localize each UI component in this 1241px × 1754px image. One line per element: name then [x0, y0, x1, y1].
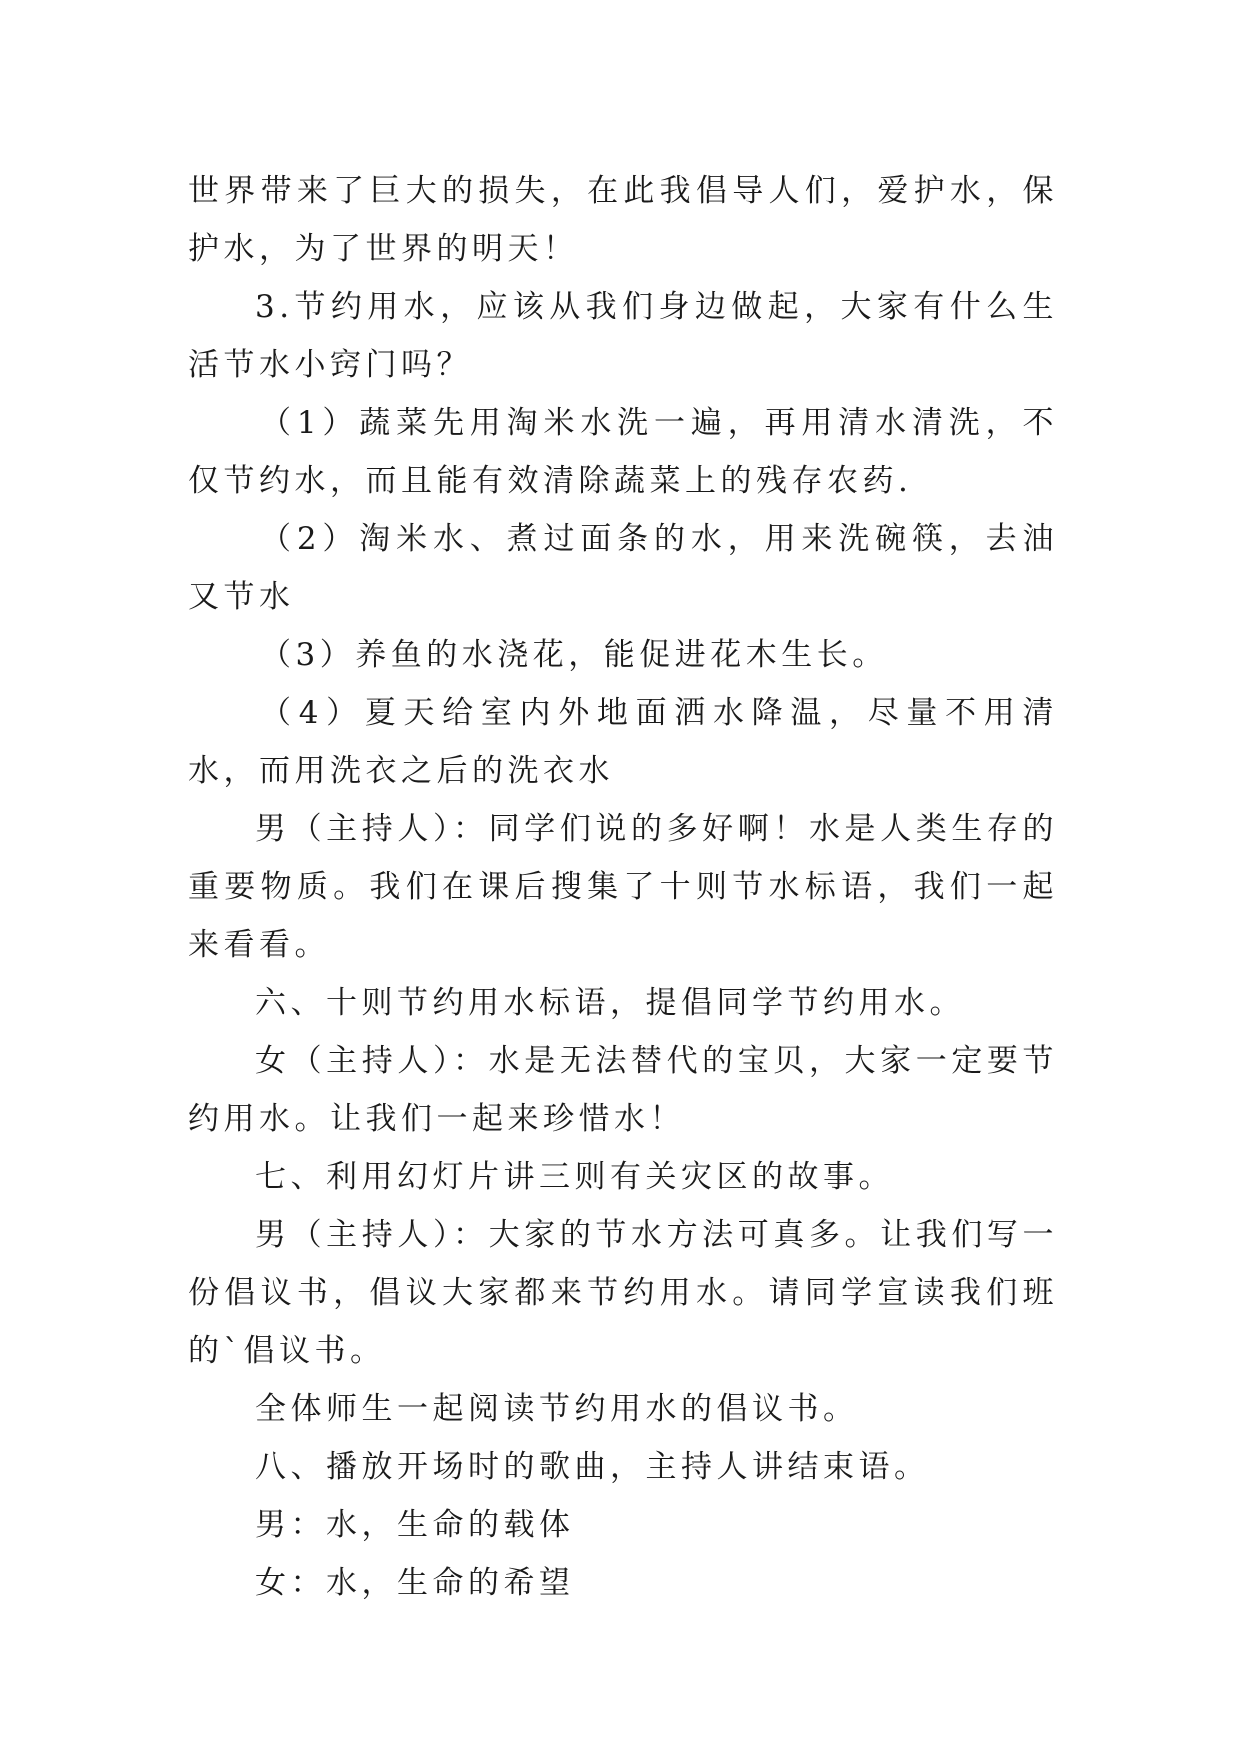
paragraph-section-8: 八、播放开场时的歌曲，主持人讲结束语。 [255, 1449, 930, 1485]
paragraph-world-loss: 世界带来了巨大的损失，在此我倡导人们，爱护水，保护水，为了世界的明天！ [188, 173, 1058, 267]
paragraph-male-host-2: 男（主持人）：大家的节水方法可真多。让我们写一份倡议书，倡议大家都来节约用水。请同学宣读我们班的`倡议书。 [188, 1217, 1058, 1369]
paragraph-female-closing: 女：水，生命的希望 [255, 1565, 575, 1601]
paragraph-question-3: 3.节约用水，应该从我们身边做起，大家有什么生活节水小窍门吗？ [188, 289, 1058, 383]
paragraph-tip-4: （4）夏天给室内外地面洒水降温，尽量不用清水，而用洗衣之后的洗衣水 [188, 695, 1058, 789]
paragraph-tip-1: （1）蔬菜先用淘米水洗一遍，再用清水清洗，不仅节约水，而且能有效清除蔬菜上的残存农药. [188, 405, 1058, 499]
paragraph-female-host: 女（主持人）：水是无法替代的宝贝，大家一定要节约用水。让我们一起来珍惜水！ [188, 1043, 1058, 1137]
paragraph-male-host-1: 男（主持人）：同学们说的多好啊！水是人类生存的重要物质。我们在课后搜集了十则节水标语，我们一起来看看。 [188, 811, 1058, 963]
paragraph-section-7: 七、利用幻灯片讲三则有关灾区的故事。 [255, 1159, 894, 1195]
paragraph-section-6: 六、十则节约用水标语，提倡同学节约用水。 [255, 985, 965, 1021]
paragraph-male-closing: 男：水，生命的载体 [255, 1507, 575, 1543]
paragraph-tip-3: （3）养鱼的水浇花，能促进花木生长。 [260, 637, 888, 673]
paragraph-read-proposal: 全体师生一起阅读节约用水的倡议书。 [255, 1391, 859, 1427]
document-body [188, 162, 1058, 1612]
paragraph-tip-2: （2）淘米水、煮过面条的水，用来洗碗筷，去油又节水 [188, 521, 1058, 615]
